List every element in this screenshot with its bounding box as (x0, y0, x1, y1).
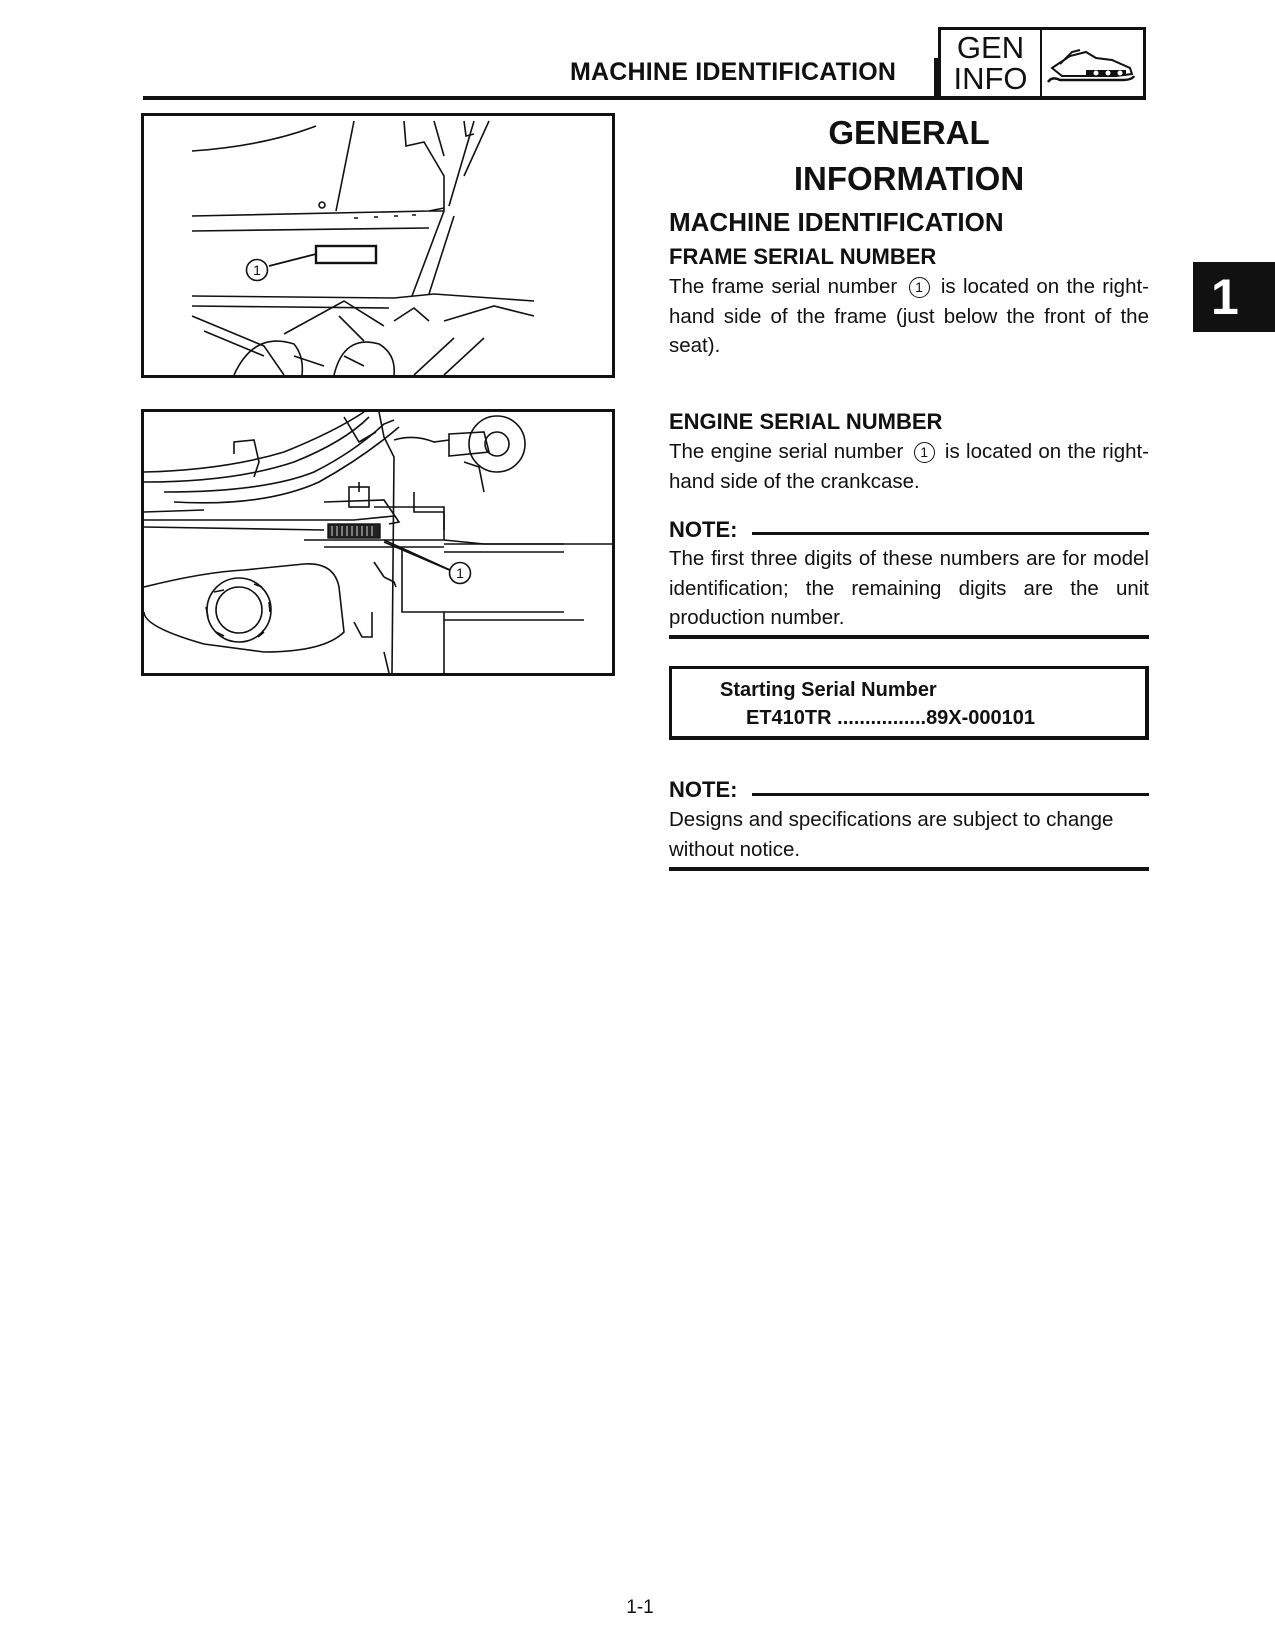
frame-text-before: The frame serial number (669, 275, 898, 298)
snowmobile-icon (1042, 27, 1146, 97)
page-number: 1-1 (626, 1597, 654, 1618)
gen-info-badge (938, 27, 1042, 97)
frame-serial-heading: FRAME SERIAL NUMBER (669, 244, 937, 269)
engine-serial-paragraph (669, 437, 1149, 496)
note-text: The first three digits of these numbers are for model identification; the remaining digits are the unit production number. (669, 547, 1149, 629)
serial-number: 89X-000101 (926, 707, 1036, 729)
serial-leader: ................ (837, 707, 927, 729)
section-title: MACHINE IDENTIFICATION (570, 58, 897, 86)
note-label: NOTE: (669, 777, 738, 802)
page-title (669, 110, 1149, 202)
engine-serial-heading: ENGINE SERIAL NUMBER (669, 409, 943, 434)
engine-serial-illustration (141, 409, 615, 676)
note-label: NOTE: (669, 517, 738, 542)
page-title-line-1: GENERAL (828, 114, 990, 151)
callout-marker: 1 (909, 277, 930, 298)
note-rule (752, 532, 1149, 535)
note-rule (752, 793, 1149, 796)
frame-serial-illustration (141, 113, 615, 378)
engine-callout-label: 1 (456, 565, 464, 581)
serial-row (746, 707, 1035, 730)
header-rule (143, 96, 1146, 100)
frame-serial-paragraph (669, 272, 1149, 361)
frame-text-after: is located on the right-hand side of the frame (just below the front of the seat). (669, 275, 1150, 357)
chapter-tab: 1 (1193, 262, 1275, 332)
serial-model: ET410TR (746, 707, 832, 729)
note-end-rule (669, 867, 1149, 871)
badge-line-1: GEN (956, 30, 1025, 65)
page-title-line-2: INFORMATION (793, 160, 1025, 197)
engine-text-before: The engine serial number (669, 440, 904, 463)
note-end-rule (669, 635, 1149, 639)
callout-marker: 1 (914, 442, 935, 463)
note-text: Designs and specifications are subject to change without notice. (669, 808, 1114, 861)
frame-callout-label: 1 (253, 262, 261, 278)
engine-text-after: is located on the right-hand side of the crankcase. (669, 440, 1150, 493)
section-heading: MACHINE IDENTIFICATION (669, 207, 1004, 237)
badge-line-2: INFO (953, 61, 1028, 96)
serial-box-title: Starting Serial Number (720, 679, 937, 701)
starting-serial-number-box (669, 666, 1149, 740)
